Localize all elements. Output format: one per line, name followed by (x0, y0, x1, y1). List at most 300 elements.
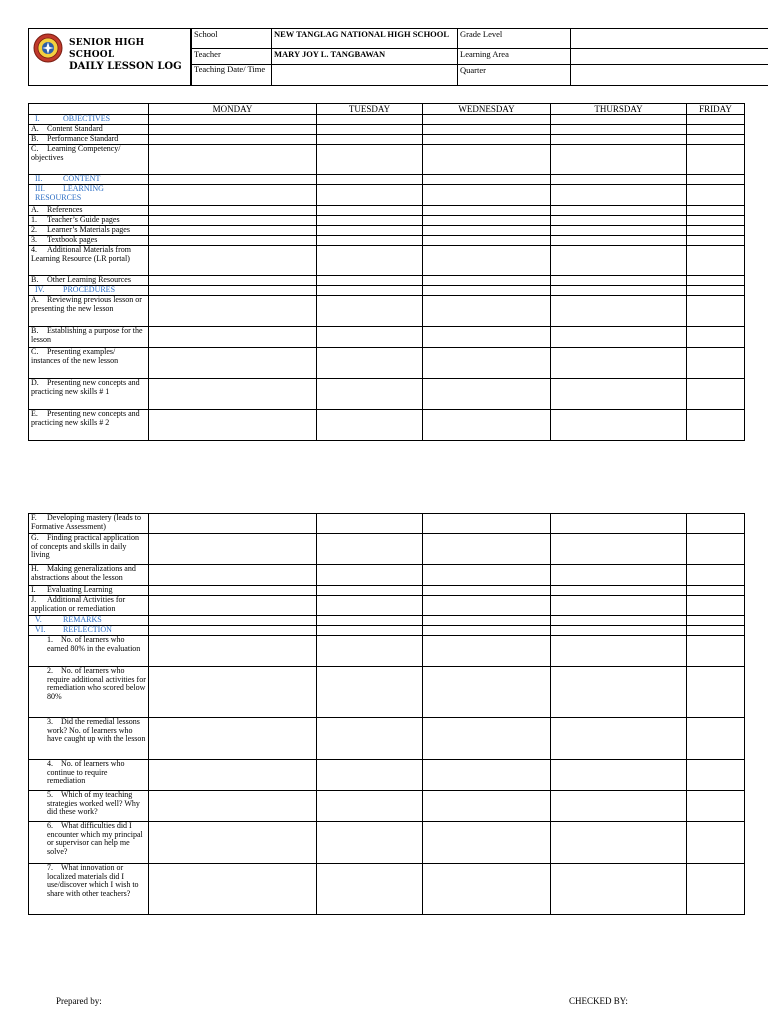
entry-cell[interactable] (317, 379, 423, 410)
row-number: I. (31, 585, 36, 594)
row-label (29, 514, 149, 534)
entry-cell[interactable] (423, 718, 551, 760)
teacher-label: Teacher (192, 49, 272, 65)
row-label (29, 125, 149, 135)
entry-cell[interactable] (687, 348, 745, 379)
row-label (29, 667, 149, 718)
entry-cell[interactable] (149, 760, 317, 791)
row-text: Developing mastery (leads to Formative Assessment) (31, 513, 141, 531)
row-label (29, 175, 149, 185)
row-text: Did the remedial lessons work? No. of learners who have caught up with the lesson (47, 717, 146, 744)
entry-cell[interactable] (317, 667, 423, 718)
entry-cell[interactable] (423, 586, 551, 596)
row-text: Learner’s Materials pages (47, 225, 130, 234)
entry-cell[interactable] (149, 616, 317, 626)
row-text: Learning Competency/ objectives (31, 144, 121, 162)
row-number: 3. (47, 717, 53, 726)
entry-cell[interactable] (317, 822, 423, 864)
entry-cell[interactable] (423, 145, 551, 175)
entry-cell[interactable] (149, 636, 317, 667)
quarter-label: Quarter (458, 65, 571, 86)
prepared-by-label: Prepared by: (56, 996, 102, 1006)
entry-cell[interactable] (317, 327, 423, 348)
entry-cell[interactable] (149, 206, 317, 216)
entry-cell[interactable] (317, 145, 423, 175)
entry-cell[interactable] (317, 185, 423, 206)
entry-cell[interactable] (551, 185, 687, 206)
header-info-table (191, 28, 768, 86)
grade-label: Grade Level (458, 29, 571, 49)
entry-cell[interactable] (317, 246, 423, 276)
entry-cell[interactable] (317, 586, 423, 596)
entry-cell[interactable] (317, 616, 423, 626)
table-row (29, 145, 745, 175)
row-number: A. (31, 295, 39, 304)
entry-cell[interactable] (423, 216, 551, 226)
table-row (29, 514, 745, 534)
table-row (29, 718, 745, 760)
entry-cell[interactable] (551, 864, 687, 915)
entry-cell[interactable] (687, 379, 745, 410)
entry-cell[interactable] (149, 667, 317, 718)
row-number: E. (31, 409, 38, 418)
entry-cell[interactable] (317, 236, 423, 246)
row-label (29, 185, 149, 206)
row-text: Establishing a purpose for the lesson (31, 326, 143, 344)
entry-cell[interactable] (687, 286, 745, 296)
row-number: I. (35, 114, 40, 123)
entry-cell[interactable] (687, 514, 745, 534)
entry-cell[interactable] (551, 565, 687, 586)
row-text: Presenting new concepts and practicing new skills # 2 (31, 409, 140, 427)
row-label (29, 348, 149, 379)
entry-cell[interactable] (317, 410, 423, 441)
row-number: A. (31, 124, 39, 133)
entry-cell[interactable] (687, 636, 745, 667)
entry-cell[interactable] (551, 216, 687, 226)
entry-cell[interactable] (687, 864, 745, 915)
row-label (29, 760, 149, 791)
entry-cell[interactable] (551, 115, 687, 125)
row-number: G. (31, 533, 39, 542)
table-row (29, 276, 745, 286)
row-number: III. (35, 184, 45, 193)
row-number: 1. (47, 635, 53, 644)
row-number: D. (31, 378, 39, 387)
row-number: 6. (47, 821, 53, 830)
row-number: II. (35, 174, 43, 183)
area-label: Learning Area (458, 49, 571, 65)
table-row (29, 327, 745, 348)
entry-cell[interactable] (317, 206, 423, 216)
table-row (29, 175, 745, 185)
row-number: 3. (31, 235, 37, 244)
entry-cell[interactable] (149, 514, 317, 534)
row-number: 2. (31, 225, 37, 234)
entry-cell[interactable] (423, 296, 551, 327)
row-number: 1. (31, 215, 37, 224)
entry-cell[interactable] (687, 667, 745, 718)
entry-cell[interactable] (317, 296, 423, 327)
entry-cell[interactable] (551, 514, 687, 534)
table-row (29, 226, 745, 236)
entry-cell[interactable] (687, 226, 745, 236)
entry-cell[interactable] (687, 125, 745, 135)
grade-value[interactable] (571, 29, 768, 49)
table-row (29, 216, 745, 226)
entry-cell[interactable] (317, 514, 423, 534)
row-label (29, 586, 149, 596)
table-row (29, 185, 745, 206)
entry-cell[interactable] (423, 125, 551, 135)
entry-cell[interactable] (551, 125, 687, 135)
entry-cell[interactable] (551, 348, 687, 379)
row-text: What innovation or localized materials did I use/discover which I wish to share with other teachers? (47, 863, 139, 898)
entry-cell[interactable] (149, 115, 317, 125)
entry-cell[interactable] (149, 145, 317, 175)
row-number: IV. (35, 285, 45, 294)
teacher-value: MARY JOY L. TANGBAWAN (272, 49, 458, 65)
deped-seal-icon (33, 33, 63, 63)
entry-cell[interactable] (317, 226, 423, 236)
entry-cell[interactable] (317, 276, 423, 286)
area-value[interactable] (571, 49, 768, 65)
entry-cell[interactable] (149, 246, 317, 276)
entry-cell[interactable] (423, 379, 551, 410)
row-label (29, 616, 149, 626)
row-text: Reviewing previous lesson or presenting the new lesson (31, 295, 142, 313)
entry-cell[interactable] (317, 565, 423, 586)
entry-cell[interactable] (687, 236, 745, 246)
row-number: J. (31, 595, 37, 604)
entry-cell[interactable] (687, 534, 745, 565)
table-row (29, 667, 745, 718)
row-text: OBJECTIVES (63, 114, 111, 123)
entry-cell[interactable] (149, 276, 317, 286)
entry-cell[interactable] (317, 760, 423, 791)
entry-cell[interactable] (423, 175, 551, 185)
brand-title (69, 37, 190, 73)
entry-cell[interactable] (423, 760, 551, 791)
entry-cell[interactable] (317, 636, 423, 667)
entry-cell[interactable] (687, 327, 745, 348)
entry-cell[interactable] (423, 276, 551, 286)
entry-cell[interactable] (317, 115, 423, 125)
row-text: Presenting new concepts and practicing new skills # 1 (31, 378, 140, 396)
row-text: PROCEDURES (63, 285, 116, 294)
entry-cell[interactable] (423, 410, 551, 441)
row-text: REFLECTION (63, 625, 112, 634)
table-row (29, 864, 745, 915)
row-text: What difficulties did I encounter which my principal or supervisor can help me solve? (47, 821, 143, 856)
entry-cell[interactable] (687, 175, 745, 185)
row-label (29, 718, 149, 760)
entry-cell[interactable] (687, 296, 745, 327)
entry-cell[interactable] (687, 410, 745, 441)
entry-cell[interactable] (687, 791, 745, 822)
entry-cell[interactable] (687, 616, 745, 626)
row-label (29, 565, 149, 586)
entry-cell[interactable] (149, 565, 317, 586)
entry-cell[interactable] (551, 667, 687, 718)
brand-box (28, 28, 191, 86)
entry-cell[interactable] (687, 718, 745, 760)
entry-cell[interactable] (551, 296, 687, 327)
table-row (29, 586, 745, 596)
entry-cell[interactable] (317, 216, 423, 226)
entry-cell[interactable] (317, 286, 423, 296)
school-label: School (192, 29, 272, 49)
entry-cell[interactable] (423, 822, 551, 864)
title-line-1: SENIOR HIGH SCHOOL (69, 38, 145, 60)
row-label (29, 135, 149, 145)
row-number: B. (31, 134, 39, 143)
entry-cell[interactable] (149, 586, 317, 596)
entry-cell[interactable] (687, 135, 745, 145)
row-number: 4. (47, 759, 53, 768)
entry-cell[interactable] (551, 791, 687, 822)
entry-cell[interactable] (551, 586, 687, 596)
entry-cell[interactable] (149, 718, 317, 760)
row-text: Textbook pages (47, 235, 98, 244)
row-text: REMARKS (63, 615, 102, 624)
entry-cell[interactable] (149, 410, 317, 441)
row-text: Finding practical application of concepts and skills in daily living (31, 533, 139, 560)
entry-cell[interactable] (687, 206, 745, 216)
table-row (29, 135, 745, 145)
table-row (29, 296, 745, 327)
row-text: Which of my teaching strategies worked well? Why did these work? (47, 790, 140, 817)
lesson-table-page-1 (28, 103, 745, 441)
entry-cell[interactable] (687, 760, 745, 791)
entry-cell[interactable] (551, 276, 687, 286)
row-label (29, 115, 149, 125)
entry-cell[interactable] (149, 125, 317, 135)
entry-cell[interactable] (551, 175, 687, 185)
entry-cell[interactable] (551, 379, 687, 410)
entry-cell[interactable] (423, 246, 551, 276)
entry-cell[interactable] (423, 226, 551, 236)
row-text: Performance Standard (47, 134, 119, 143)
table-row (29, 822, 745, 864)
day-header-friday: FRIDAY (687, 104, 745, 115)
day-header-tuesday: TUESDAY (317, 104, 423, 115)
entry-cell[interactable] (317, 135, 423, 145)
row-number: F. (31, 513, 37, 522)
row-number: C. (31, 144, 39, 153)
entry-cell[interactable] (687, 596, 745, 616)
entry-cell[interactable] (687, 586, 745, 596)
entry-cell[interactable] (317, 348, 423, 379)
table-row (29, 246, 745, 276)
entry-cell[interactable] (687, 185, 745, 206)
row-label (29, 286, 149, 296)
entry-cell[interactable] (317, 791, 423, 822)
row-label (29, 226, 149, 236)
table-row (29, 286, 745, 296)
entry-cell[interactable] (423, 236, 551, 246)
row-number: C. (31, 347, 39, 356)
row-number: VI. (35, 625, 46, 634)
row-text: LEARNING RESOURCES (35, 184, 104, 202)
table-row (29, 596, 745, 616)
entry-cell[interactable] (149, 185, 317, 206)
row-number: 7. (47, 863, 53, 872)
day-header-row (29, 104, 745, 115)
row-text: Evaluating Learning (47, 585, 113, 594)
entry-cell[interactable] (149, 626, 317, 636)
row-number: 5. (47, 790, 53, 799)
entry-cell[interactable] (149, 236, 317, 246)
row-label (29, 596, 149, 616)
entry-cell[interactable] (149, 327, 317, 348)
entry-cell[interactable] (149, 791, 317, 822)
row-number: H. (31, 564, 39, 573)
table-row (29, 791, 745, 822)
entry-cell[interactable] (423, 791, 551, 822)
entry-cell[interactable] (423, 206, 551, 216)
row-label (29, 296, 149, 327)
entry-cell[interactable] (149, 596, 317, 616)
entry-cell[interactable] (423, 864, 551, 915)
entry-cell[interactable] (423, 534, 551, 565)
entry-cell[interactable] (687, 145, 745, 175)
entry-cell[interactable] (551, 626, 687, 636)
entry-cell[interactable] (149, 296, 317, 327)
date-label: Teaching Date/ Time (192, 65, 272, 86)
entry-cell[interactable] (551, 616, 687, 626)
entry-cell[interactable] (551, 135, 687, 145)
entry-cell[interactable] (423, 636, 551, 667)
entry-cell[interactable] (149, 822, 317, 864)
entry-cell[interactable] (317, 864, 423, 915)
entry-cell[interactable] (551, 534, 687, 565)
entry-cell[interactable] (687, 822, 745, 864)
entry-cell[interactable] (317, 596, 423, 616)
date-value[interactable] (272, 65, 458, 86)
row-number: V. (35, 615, 42, 624)
entry-cell[interactable] (551, 636, 687, 667)
row-text: No. of learners who require additional activities for remediation who scored below 80% (47, 666, 146, 701)
entry-cell[interactable] (149, 864, 317, 915)
entry-cell[interactable] (317, 534, 423, 565)
entry-cell[interactable] (423, 327, 551, 348)
row-label (29, 864, 149, 915)
row-number: B. (31, 275, 39, 284)
entry-cell[interactable] (149, 175, 317, 185)
entry-cell[interactable] (687, 276, 745, 286)
entry-cell[interactable] (551, 327, 687, 348)
table-row (29, 206, 745, 216)
row-number: B. (31, 326, 39, 335)
table-row (29, 636, 745, 667)
quarter-value[interactable] (571, 65, 768, 86)
entry-cell[interactable] (317, 626, 423, 636)
entry-cell[interactable] (687, 626, 745, 636)
table-row (29, 379, 745, 410)
day-header-thursday: THURSDAY (551, 104, 687, 115)
entry-cell[interactable] (149, 379, 317, 410)
entry-cell[interactable] (149, 286, 317, 296)
entry-cell[interactable] (423, 135, 551, 145)
entry-cell[interactable] (687, 246, 745, 276)
table-row (29, 115, 745, 125)
row-label (29, 410, 149, 441)
corner-cell (29, 104, 149, 115)
row-label (29, 822, 149, 864)
row-text: Other Learning Resources (47, 275, 131, 284)
entry-cell[interactable] (317, 175, 423, 185)
entry-cell[interactable] (551, 718, 687, 760)
row-text: No. of learners who continue to require remediation (47, 759, 125, 786)
row-text: Additional Materials from Learning Resource (LR portal) (31, 245, 131, 263)
table-row (29, 626, 745, 636)
entry-cell[interactable] (551, 236, 687, 246)
row-text: Presenting examples/ instances of the new lesson (31, 347, 119, 365)
row-label (29, 276, 149, 286)
entry-cell[interactable] (149, 534, 317, 565)
entry-cell[interactable] (551, 286, 687, 296)
row-label (29, 246, 149, 276)
entry-cell[interactable] (149, 226, 317, 236)
table-row (29, 760, 745, 791)
entry-cell[interactable] (423, 565, 551, 586)
lesson-table-page-2 (28, 513, 745, 915)
table-row (29, 616, 745, 626)
row-label (29, 636, 149, 667)
row-label (29, 327, 149, 348)
entry-cell[interactable] (551, 226, 687, 236)
row-text: CONTENT (63, 174, 101, 183)
entry-cell[interactable] (423, 185, 551, 206)
entry-cell[interactable] (551, 822, 687, 864)
entry-cell[interactable] (551, 760, 687, 791)
entry-cell[interactable] (551, 246, 687, 276)
row-label (29, 791, 149, 822)
entry-cell[interactable] (423, 115, 551, 125)
entry-cell[interactable] (149, 348, 317, 379)
row-number: 2. (47, 666, 53, 675)
entry-cell[interactable] (551, 206, 687, 216)
entry-cell[interactable] (423, 514, 551, 534)
table-row (29, 236, 745, 246)
row-label (29, 534, 149, 565)
entry-cell[interactable] (423, 667, 551, 718)
row-number: A. (31, 205, 39, 214)
entry-cell[interactable] (317, 718, 423, 760)
checked-by-label: CHECKED BY: (569, 996, 628, 1006)
entry-cell[interactable] (423, 286, 551, 296)
school-value: NEW TANGLAG NATIONAL HIGH SCHOOL (272, 29, 458, 49)
row-text: Teacher’s Guide pages (47, 215, 120, 224)
entry-cell[interactable] (423, 596, 551, 616)
entry-cell[interactable] (423, 626, 551, 636)
entry-cell[interactable] (687, 565, 745, 586)
entry-cell[interactable] (149, 135, 317, 145)
entry-cell[interactable] (687, 115, 745, 125)
entry-cell[interactable] (149, 216, 317, 226)
entry-cell[interactable] (687, 216, 745, 226)
entry-cell[interactable] (317, 125, 423, 135)
row-text: Making generalizations and abstractions about the lesson (31, 564, 136, 582)
entry-cell[interactable] (423, 348, 551, 379)
entry-cell[interactable] (551, 410, 687, 441)
entry-cell[interactable] (551, 145, 687, 175)
table-row (29, 125, 745, 135)
entry-cell[interactable] (551, 596, 687, 616)
entry-cell[interactable] (423, 616, 551, 626)
row-label (29, 236, 149, 246)
